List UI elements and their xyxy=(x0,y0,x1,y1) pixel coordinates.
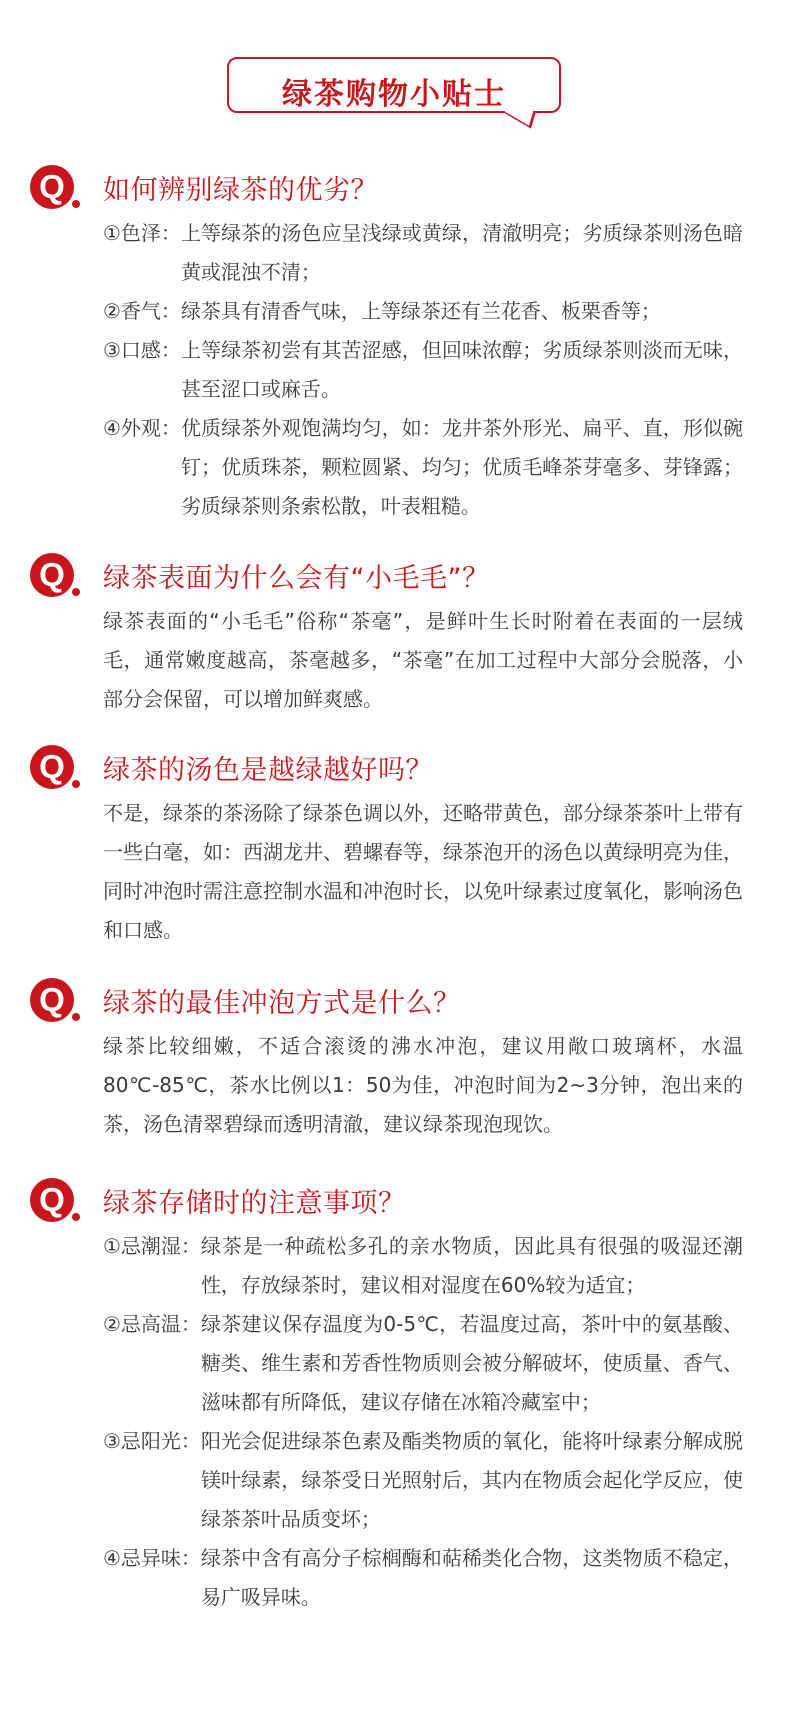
title-banner xyxy=(227,57,561,113)
q-icon: Q xyxy=(30,553,74,597)
list-item xyxy=(103,331,743,409)
question-row xyxy=(0,742,790,792)
question-title: 绿茶的最佳冲泡方式是什么？ xyxy=(103,988,461,1019)
dot-icon xyxy=(72,1013,80,1021)
question-row xyxy=(0,975,790,1025)
question-row xyxy=(0,1175,790,1225)
question-title: 绿茶存储时的注意事项？ xyxy=(103,1188,406,1219)
answer-list xyxy=(103,214,743,526)
dot-icon xyxy=(72,1213,80,1221)
item-label: ②香气： xyxy=(103,299,181,323)
list-item xyxy=(103,1305,743,1422)
list-item xyxy=(103,409,743,526)
item-text: 绿茶具有清香气味，上等绿茶还有兰花香、板栗香等； xyxy=(180,299,661,323)
item-label: ④忌异味： xyxy=(103,1546,201,1570)
question-row xyxy=(0,550,790,600)
faq-section-storage xyxy=(0,1175,790,1617)
faq-section-color xyxy=(0,742,790,950)
q-icon: Q xyxy=(30,1178,74,1222)
list-item xyxy=(103,292,743,331)
item-text: 绿茶是一种疏松多孔的亲水物质，因此具有很强的吸湿还潮性，存放绿茶时，建议相对湿度在60%较为适宜； xyxy=(200,1234,743,1297)
item-label: ③口感： xyxy=(103,338,181,362)
item-label: ①忌潮湿： xyxy=(103,1234,201,1258)
q-icon: Q xyxy=(30,978,74,1022)
item-label: ①色泽： xyxy=(103,221,181,245)
item-text: 上等绿茶初尝有其苦涩感，但回味浓醇；劣质绿茶则淡而无味，甚至涩口或麻舌。 xyxy=(180,338,743,401)
answer-text: 不是，绿茶的茶汤除了绿茶色调以外，还略带黄色，部分绿茶茶叶上带有一些白毫，如：西湖龙井、碧螺春等，绿茶泡开的汤色以黄绿明亮为佳，同时冲泡时需注意控制水温和冲泡时长，以免叶绿素过度氧化，影响汤色和口感。 xyxy=(103,801,743,942)
item-text: 阳光会促进绿茶色素及酯类物质的氧化，能将叶绿素分解成脱镁叶绿素，绿茶受日光照射后，其内在物质会起化学反应，使绿茶茶叶品质变坏； xyxy=(200,1429,743,1531)
item-text: 优质绿茶外观饱满均匀，如：龙井茶外形光、扁平、直，形似碗钉；优质珠茶，颗粒圆紧、均匀；优质毛峰茶芽毫多、芽锋露；劣质绿茶则条索松散，叶表粗糙。 xyxy=(180,416,743,518)
question-title: 绿茶的汤色是越绿越好吗？ xyxy=(103,755,433,786)
list-item xyxy=(103,1422,743,1539)
question-title: 绿茶表面为什么会有“小毛毛”？ xyxy=(103,563,490,594)
dot-icon xyxy=(72,780,80,788)
dot-icon xyxy=(72,588,80,596)
list-item xyxy=(103,1227,743,1305)
question-row xyxy=(0,162,790,212)
item-label: ④外观： xyxy=(103,416,181,440)
item-label: ③忌阳光： xyxy=(103,1429,201,1453)
question-title: 如何辨别绿茶的优劣？ xyxy=(103,175,378,206)
faq-section-fuzz xyxy=(0,550,790,719)
item-text: 上等绿茶的汤色应呈浅绿或黄绿，清澈明亮；劣质绿茶则汤色暗黄或混浊不清； xyxy=(180,221,743,284)
faq-section-quality xyxy=(0,162,790,526)
item-text: 绿茶建议保存温度为0-5℃，若温度过高，茶叶中的氨基酸、糖类、维生素和芳香性物质则会被分解破坏，使质量、香气、滋味都有所降低，建议存储在冰箱冷藏室中； xyxy=(200,1312,743,1414)
answer-list xyxy=(103,1227,743,1617)
q-icon: Q xyxy=(30,745,74,789)
dot-icon xyxy=(72,200,80,208)
answer-text: 绿茶比较细嫩，不适合滚烫的沸水冲泡，建议用敞口玻璃杯，水温80℃-85℃，茶水比例以1：50为佳，冲泡时间为2~3分钟，泡出来的茶，汤色清翠碧绿而透明清澈，建议绿茶现泡现饮。 xyxy=(103,1034,743,1136)
answer-text: 绿茶表面的“小毛毛”俗称“茶毫”，是鲜叶生长时附着在表面的一层绒毛，通常嫩度越高，茶毫越多，“茶毫”在加工过程中大部分会脱落，小部分会保留，可以增加鲜爽感。 xyxy=(103,609,743,711)
list-item xyxy=(103,1539,743,1617)
faq-section-brewing xyxy=(0,975,790,1144)
q-icon: Q xyxy=(30,165,74,209)
page-title: 绿茶购物小贴士 xyxy=(282,77,506,112)
item-label: ②忌高温： xyxy=(103,1312,201,1336)
item-text: 绿茶中含有高分子棕榈酶和萜稀类化合物，这类物质不稳定，易广吸异味。 xyxy=(200,1546,743,1609)
list-item xyxy=(103,214,743,292)
